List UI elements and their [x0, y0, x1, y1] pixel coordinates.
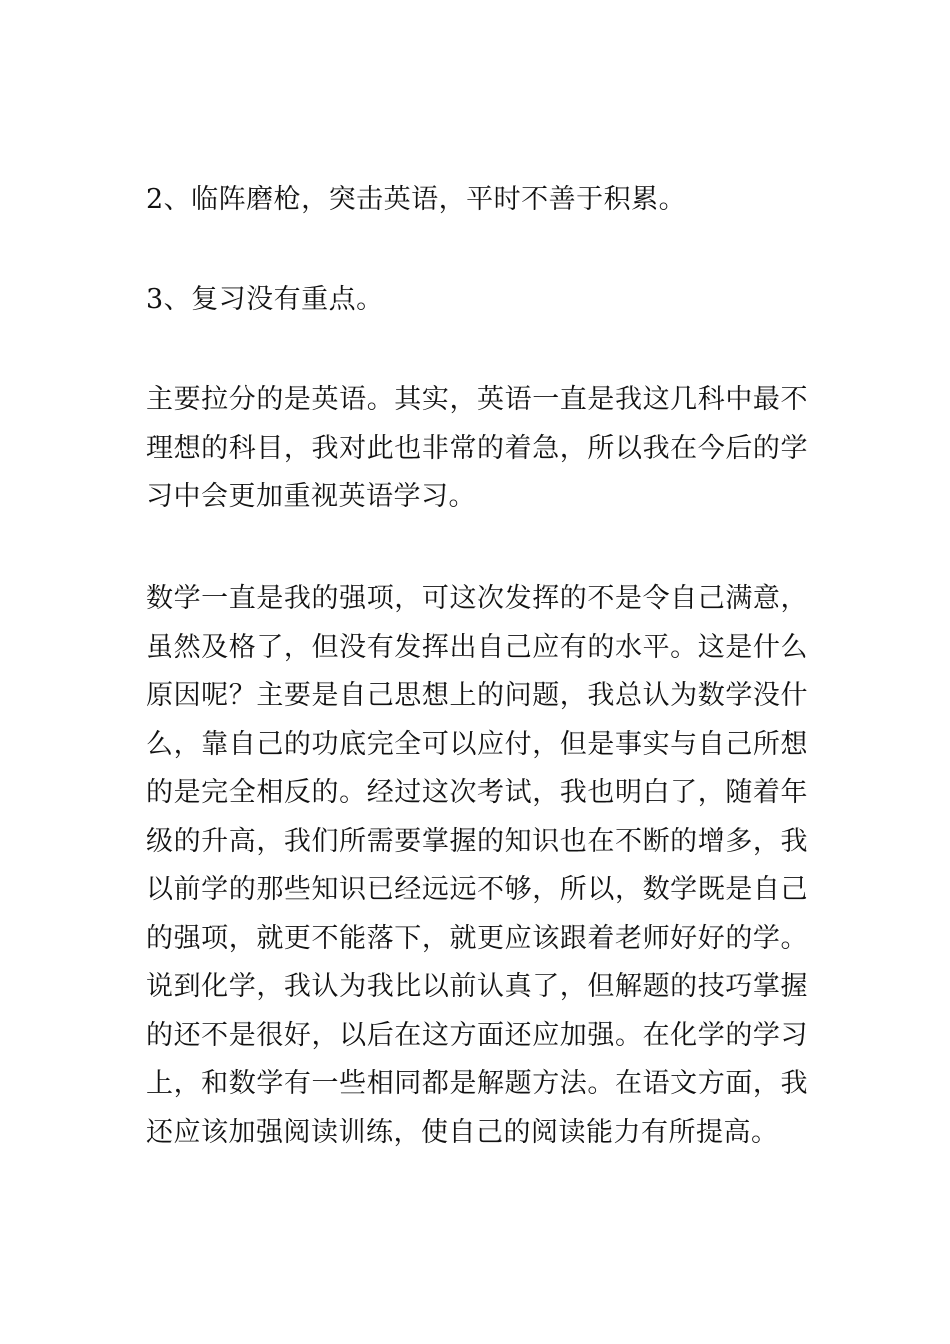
paragraph-math-chemistry-chinese: 数学一直是我的强项，可这次发挥的不是令自己满意，虽然及格了，但没有发挥出自己应有的水平。这是什么原因呢？主要是自己思想上的问题，我总认为数学没什么，靠自己的功底完全可以应付，但是事实与自己所想的是完全相反的。经过这次考试，我也明白了，随着年级的升高，我们所需要掌握的知识也在不断的增多，我以前学的那些知识已经远远不够，所以，数学既是自己的强项，就更不能落下，就更应该跟着老师好好的学。说到化学，我认为我比以前认真了，但解题的技巧掌握的还不是很好，以后在这方面还应加强。在化学的学习上，和数学有一些相同都是解题方法。在语文方面，我还应该加强阅读训练，使自己的阅读能力有所提高。 — [146, 583, 808, 1148]
paragraph-item-3: 3、复习没有重点。 — [146, 284, 384, 315]
paragraph-item-2: 2、临阵磨枪，突击英语，平时不善于积累。 — [146, 184, 687, 215]
paragraph-english: 主要拉分的是英语。其实，英语一直是我这几科中最不理想的科目，我对此也非常的着急，所以我在今后的学习中会更加重视英语学习。 — [146, 384, 808, 512]
